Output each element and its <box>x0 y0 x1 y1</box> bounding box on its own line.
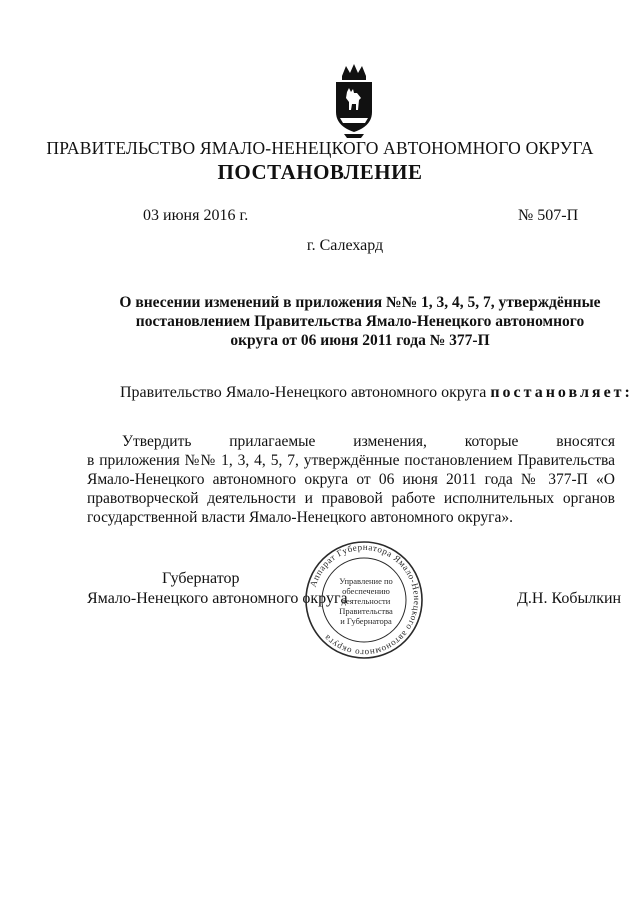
svg-text:Аппарат Губернатора Ямало-Нене: Аппарат Губернатора Ямало-Ненецкого автономного округа <box>307 541 423 659</box>
document-title <box>100 293 620 350</box>
decree-verb: постановляет: <box>490 384 633 401</box>
body-word: которые <box>464 433 519 450</box>
decree-clause <box>120 384 633 402</box>
signatory-name: Д.Н. Кобылкин <box>517 590 622 607</box>
body-word: изменения, <box>353 433 427 450</box>
title-line: О внесении изменений в приложения №№ 1, 3, 4, 5, 7, утверждённые <box>119 294 601 311</box>
body-first-line <box>87 432 615 451</box>
signatory-title: Губернатор <box>162 570 240 587</box>
body-word: прилагаемые <box>229 433 316 450</box>
signatory-region: Ямало-Ненецкого автономного округа <box>87 590 348 607</box>
svg-text:обеспечению: обеспечению <box>342 586 390 596</box>
document-date: 03 июня 2016 г. <box>143 207 249 224</box>
document-type: ПОСТАНОВЛЕНИЕ <box>217 160 423 184</box>
coat-of-arms-icon <box>330 62 378 140</box>
title-line: округа от 06 июня 2011 года № 377-П <box>230 332 490 349</box>
document-number: № 507-П <box>518 207 579 224</box>
decree-subject: Правительство Ямало-Ненецкого автономного округа <box>120 384 487 401</box>
svg-text:Правительства: Правительства <box>339 606 393 616</box>
svg-text:деятельности: деятельности <box>341 596 391 606</box>
government-name: ПРАВИТЕЛЬСТВО ЯМАЛО-НЕНЕЦКОГО АВТОНОМНОГО ОКРУГА <box>46 138 594 158</box>
body-word: Утвердить <box>122 433 192 450</box>
title-line: постановлением Правительства Ямало-Ненецкого автономного <box>135 313 585 330</box>
body-word: вносятся <box>556 433 615 450</box>
body-continuation: в приложения №№ 1, 3, 4, 5, 7, утверждённые постановлением Правительства Ямало-Ненецкого автономного округа от 06 июня 2011 года № 377-П «О правотворческой деятельности и правовой работе исполнительных органов государственной власти Ямало-Ненецкого автономного округа». <box>87 452 615 526</box>
svg-text:Управление по: Управление по <box>339 576 393 586</box>
svg-text:и Губернатора: и Губернатора <box>340 616 392 626</box>
official-stamp <box>304 540 424 660</box>
document-city: г. Салехард <box>306 237 384 254</box>
body-paragraph <box>87 432 615 527</box>
